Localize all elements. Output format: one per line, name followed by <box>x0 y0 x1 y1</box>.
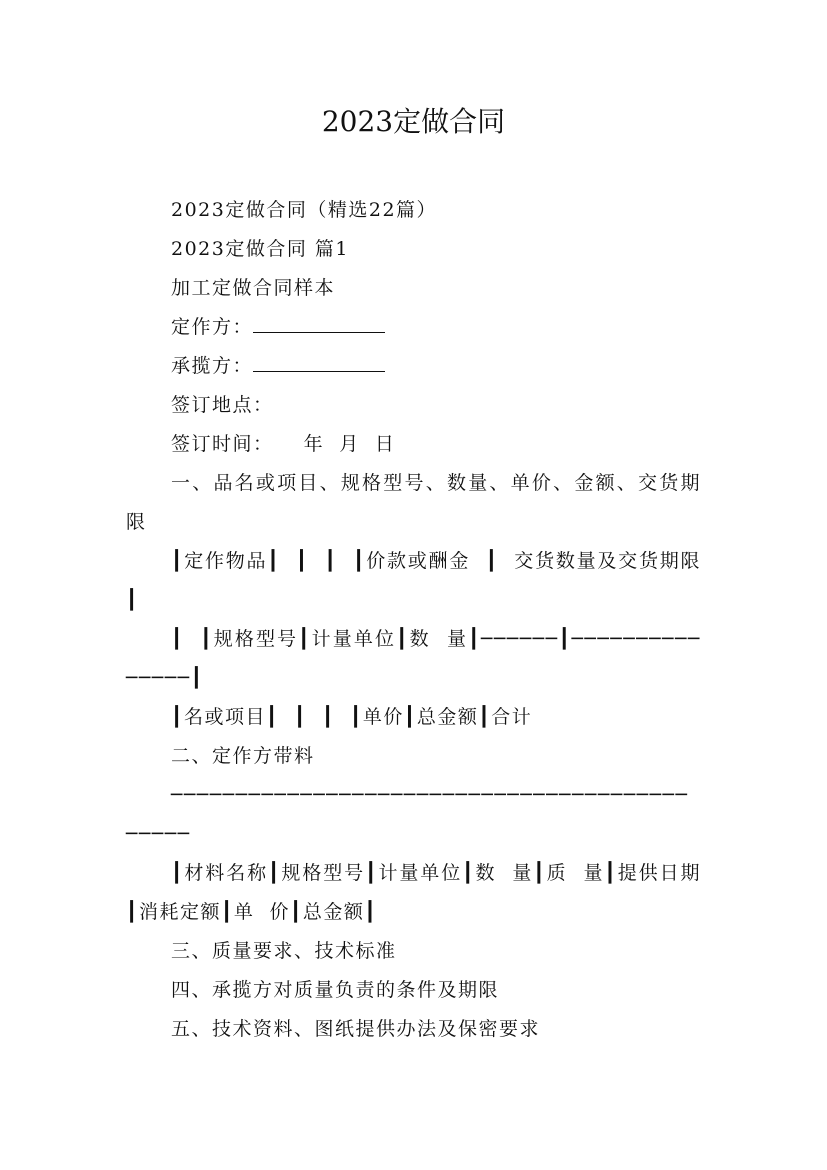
party-b-label: 承揽方： <box>171 355 254 377</box>
paragraph-table-row-3: ┃名或项目┃ ┃ ┃ ┃单价┃总金额┃合计 <box>171 706 533 728</box>
paragraph-party-b <box>126 347 701 386</box>
party-a-blank <box>253 316 385 333</box>
party-b-blank <box>253 355 385 372</box>
paragraph-table-row-1: ┃定作物品┃ ┃ ┃ ┃价款或酬金 ┃ 交货数量及交货期限 ┃ <box>126 550 717 611</box>
paragraph-clause-5: 五、技术资料、图纸提供办法及保密要求 <box>171 1018 541 1040</box>
paragraph-clause-1: 一、品名或项目、规格型号、数量、单价、金额、交货期限 <box>126 472 701 533</box>
paragraph-sample-title: 加工定做合同样本 <box>171 277 336 299</box>
paragraph-clause-4: 四、承揽方对质量负责的条件及期限 <box>171 979 500 1001</box>
paragraph-divider-line: ───────────────────────────────────────────── <box>126 784 689 845</box>
party-a-label: 定作方： <box>171 316 254 338</box>
paragraph-sign-date: 签订时间： 年 月 日 <box>171 433 396 455</box>
document-title: 2023定做合同 <box>321 105 506 138</box>
paragraph-subtitle: 2023定做合同（精选22篇） <box>171 199 438 221</box>
paragraph-clause-3: 三、质量要求、技术标准 <box>171 940 397 962</box>
paragraph-section-heading: 2023定做合同 篇1 <box>171 238 349 260</box>
paragraph-clause-2: 二、定作方带料 <box>171 745 315 767</box>
paragraph-material-table-row: ┃材料名称┃规格型号┃计量单位┃数 量┃质 量┃提供日期┃消耗定额┃单 价┃总金额┃ <box>126 862 701 923</box>
paragraph-party-a <box>126 308 701 347</box>
paragraph-sign-place: 签订地点： <box>171 394 274 416</box>
paragraph-table-row-2: ┃ ┃规格型号┃计量单位┃数 量┃──────┃───────────────┃ <box>126 628 701 689</box>
document-body <box>126 191 717 1049</box>
